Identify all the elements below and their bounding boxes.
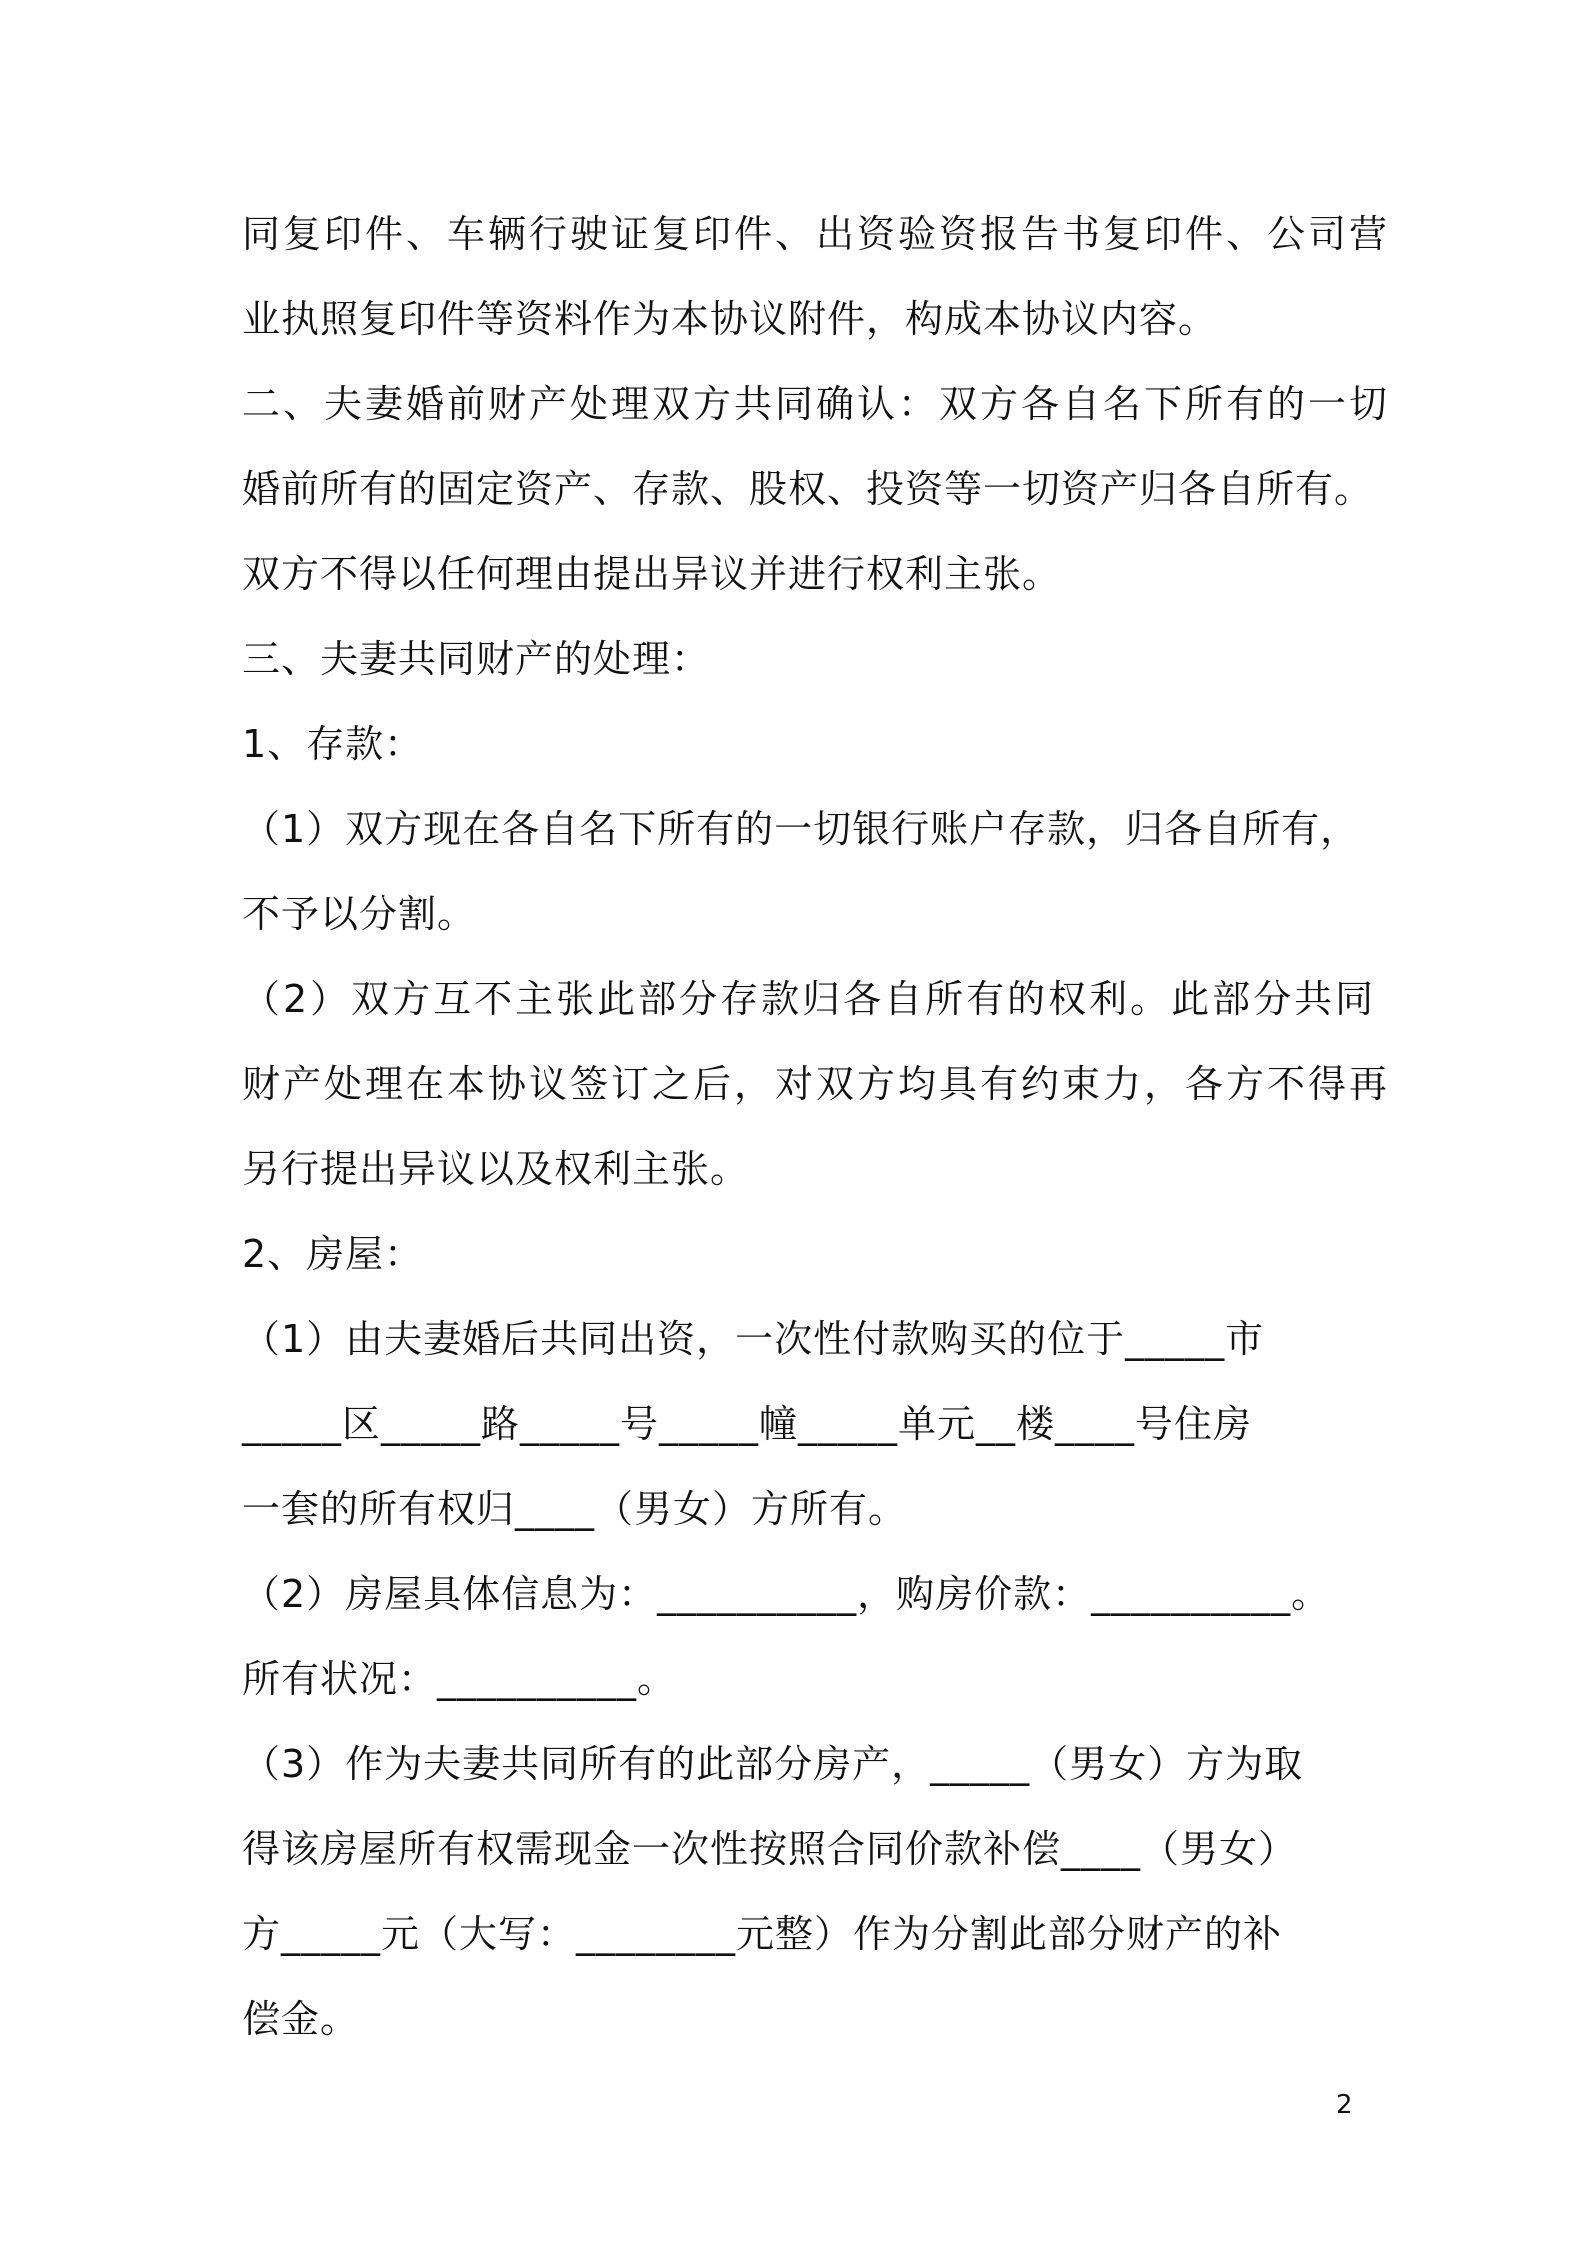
text-line: 二、夫妻婚前财产处理双方共同确认：双方各自名下所有的一切	[242, 382, 1391, 426]
text-line: （2）房屋具体信息为：__________，购房价款：__________。	[242, 1572, 1331, 1616]
text-line: 所有状况：__________。	[242, 1657, 677, 1701]
text-line: （2）双方互不主张此部分存款归各自所有的权利。此部分共同	[242, 977, 1377, 1021]
text-line: 不予以分割。	[242, 892, 477, 936]
text-line: 1、存款：	[242, 722, 424, 766]
text-line: 方_____元（大写：________元整）作为分割此部分财产的补	[242, 1912, 1283, 1956]
page-number: 2	[1336, 2090, 1353, 2120]
text-line: 婚前所有的固定资产、存款、股权、投资等一切资产归各自所有。	[242, 467, 1374, 511]
text-line: _____区_____路_____号_____幢_____单元__楼____号住房	[242, 1402, 1253, 1446]
text-line: 同复印件、车辆行驶证复印件、出资验资报告书复印件、公司营	[242, 212, 1391, 256]
text-line: （3）作为夫妻共同所有的此部分房产，_____（男女）方为取	[242, 1742, 1304, 1786]
text-line: （1）由夫妻婚后共同出资，一次性付款购买的位于_____市	[242, 1317, 1265, 1361]
text-line: 双方不得以任何理由提出异议并进行权利主张。	[242, 552, 1062, 596]
text-line: 业执照复印件等资料作为本协议附件，构成本协议内容。	[242, 297, 1218, 341]
text-line: 偿金。	[242, 1997, 360, 2041]
text-line: 得该房屋所有权需现金一次性按照合同价款补偿____（男女）	[242, 1827, 1298, 1871]
text-line: 财产处理在本协议签订之后，对双方均具有约束力，各方不得再	[242, 1062, 1391, 1106]
text-line: （1）双方现在各自名下所有的一切银行账户存款，归各自所有，	[242, 807, 1360, 851]
text-line: 三、夫妻共同财产的处理：	[242, 637, 711, 681]
text-line: 一套的所有权归____（男女）方所有。	[242, 1487, 908, 1531]
text-line: 2、房屋：	[242, 1232, 424, 1276]
text-line: 另行提出异议以及权利主张。	[242, 1147, 750, 1191]
document-body	[242, 192, 1391, 2062]
